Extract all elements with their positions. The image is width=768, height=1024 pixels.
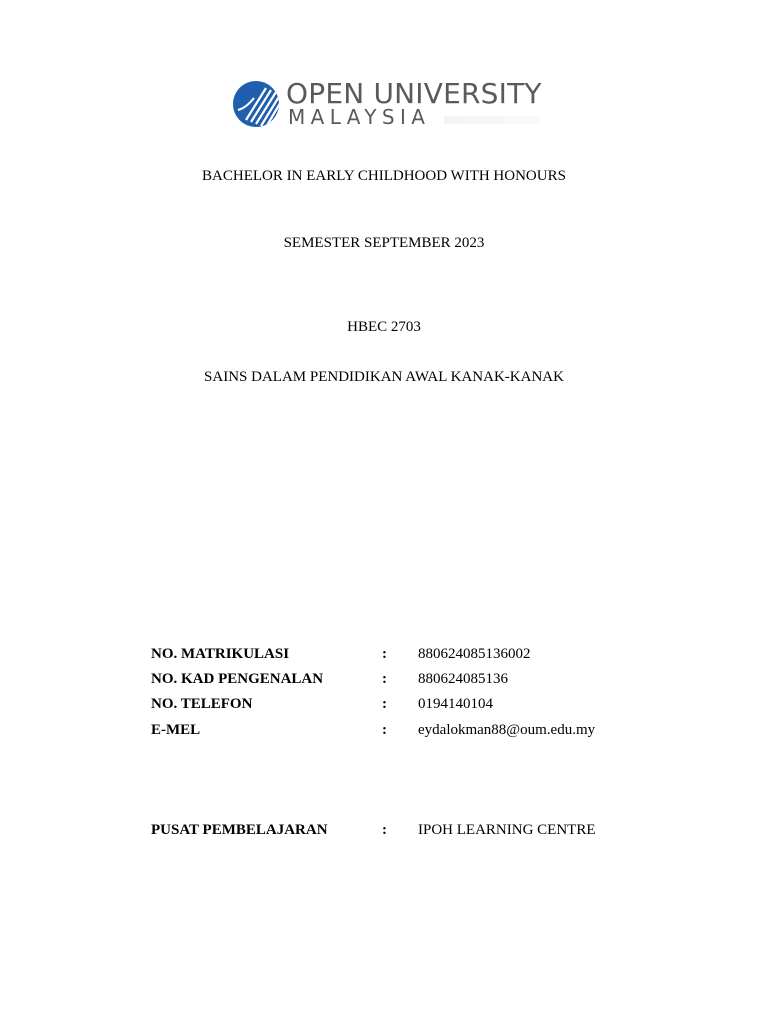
- telefon-value: 0194140104: [418, 696, 493, 712]
- kad-pengenalan-label: NO. KAD PENGENALAN: [151, 671, 324, 687]
- pusat-pembelajaran-separator: :: [382, 822, 387, 838]
- oum-logo-icon: [232, 80, 280, 128]
- programme-title: BACHELOR IN EARLY CHILDHOOD WITH HONOURS: [202, 168, 566, 184]
- pusat-pembelajaran-label: PUSAT PEMBELAJARAN: [151, 822, 328, 838]
- telefon-label: NO. TELEFON: [151, 696, 253, 712]
- kad-pengenalan-separator: :: [382, 671, 387, 687]
- info-row-matrikulasi: [0, 645, 768, 665]
- matrikulasi-label: NO. MATRIKULASI: [151, 646, 290, 662]
- course-code: HBEC 2703: [347, 319, 421, 335]
- info-row-kad-pengenalan: [0, 670, 768, 690]
- logo-text-line2: MALAYSIA: [288, 105, 431, 129]
- emel-label: E-MEL: [151, 722, 201, 738]
- logo-text-line1: OPEN UNIVERSITY: [286, 77, 542, 110]
- logo-decoration: [444, 116, 539, 124]
- emel-separator: :: [382, 722, 387, 738]
- semester-title: SEMESTER SEPTEMBER 2023: [283, 235, 485, 251]
- emel-value: eydalokman88@oum.edu.my: [418, 722, 596, 738]
- info-row-telefon: [0, 695, 768, 715]
- info-row-emel: [0, 721, 768, 741]
- pusat-pembelajaran-value: IPOH LEARNING CENTRE: [418, 822, 596, 838]
- kad-pengenalan-value: 880624085136: [418, 671, 508, 687]
- matrikulasi-value: 880624085136002: [418, 646, 531, 662]
- university-logo: [232, 78, 542, 134]
- info-row-pusat-pembelajaran: [0, 821, 768, 841]
- matrikulasi-separator: :: [382, 646, 387, 662]
- telefon-separator: :: [382, 696, 387, 712]
- course-title: SAINS DALAM PENDIDIKAN AWAL KANAK-KANAK: [204, 369, 564, 385]
